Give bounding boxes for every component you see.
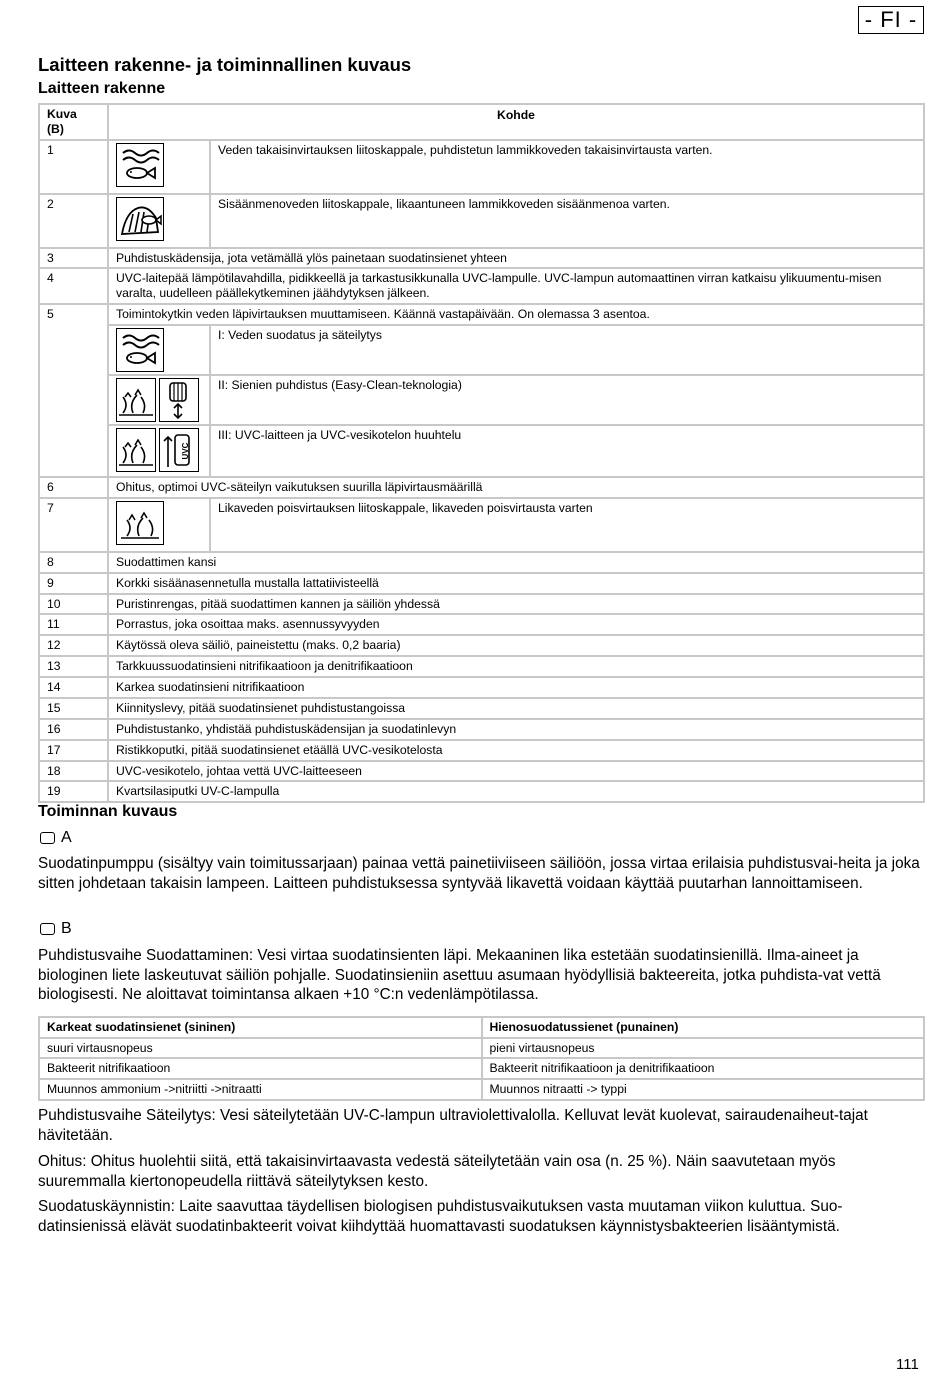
fish-waves-icon <box>116 143 164 187</box>
cell: Muunnos ammonium ->nitriitti ->nitraatti <box>39 1079 482 1100</box>
figure-label: B <box>61 920 72 937</box>
figure-box-icon <box>40 832 55 844</box>
table-row <box>39 573 924 594</box>
row-text: Korkki sisäänasennetulla mustalla lattatiivisteellä <box>108 573 924 594</box>
row-number: 4 <box>39 268 108 304</box>
figure-ref-b <box>40 920 72 938</box>
row-text: Veden takaisinvirtauksen liitoskappale, puhdistetun lammikkoveden takaisinvirtausta varten. <box>210 140 924 194</box>
row-text: Porrastus, joka osoittaa maks. asennussyvyyden <box>108 614 924 635</box>
row-number: 13 <box>39 656 108 677</box>
switch-position-label: III: UVC-laitteen ja UVC-vesikotelon huuhtelu <box>218 428 462 442</box>
table-row <box>39 498 924 552</box>
table-row <box>39 635 924 656</box>
language-badge: - FI - <box>858 6 924 34</box>
cell: Bakteerit nitrifikaatioon ja denitrifikaatioon <box>482 1058 925 1079</box>
table-row <box>39 614 924 635</box>
cell: Muunnos nitraatti -> typpi <box>482 1079 925 1100</box>
figure-label: A <box>61 829 72 846</box>
row-number: 15 <box>39 698 108 719</box>
row-number: 16 <box>39 719 108 740</box>
switch-position-row <box>109 376 923 426</box>
table-row <box>39 477 924 498</box>
table-row <box>39 268 924 304</box>
table-row <box>39 194 924 248</box>
row-number: 8 <box>39 552 108 573</box>
table-row <box>39 740 924 761</box>
row-text: UVC-vesikotelo, johtaa vettä UVC-laitteeseen <box>108 761 924 782</box>
header-item: Kohde <box>108 104 924 140</box>
row-number: 11 <box>39 614 108 635</box>
table-row <box>39 761 924 782</box>
figure-box-icon <box>40 923 55 935</box>
filter-comparison-table <box>38 1016 925 1101</box>
row-number: 17 <box>39 740 108 761</box>
row-icon-cell <box>108 498 210 552</box>
parts-table <box>38 103 925 803</box>
row-text: Puhdistustanko, yhdistää puhdistuskädensijan ja suodatinlevyn <box>108 719 924 740</box>
table-header-row <box>39 104 924 140</box>
paragraph-b: Puhdistusvaihe Suodattaminen: Vesi virtaa suodatinsienten läpi. Mekaaninen lika estetään suodatinsienillä. Ilma-aineet ja biologinen liete laskeutuvat säiliön pohjalle. Suodatinsieniin asettuu asumaan hyödyllisiä bakteereita, jotka puhdista-vat vettä biologisesti. Ne aloittavat toimintansa alkaen +10 °C:n vedenlämpötilassa. <box>38 947 881 1004</box>
row-number: 10 <box>39 594 108 615</box>
row-icon-cell <box>109 326 211 374</box>
header-figure: Kuva (B) <box>39 104 108 140</box>
fish-waves-icon <box>116 328 164 372</box>
row-icon-cell <box>108 140 210 194</box>
row-text: Toimintokytkin veden läpivirtauksen muuttamiseen. Käännä vastapäivään. On olemassa 3 asentoa. <box>109 305 923 326</box>
paragraph-e: Suodatuskäynnistin: Laite saavuttaa täydellisen biologisen puhdistusvaikutuksen vasta muutaman viikon kuluttua. Suo-datinsienissä elävät suodatinbakteerit voivat kiihdyttää huomattavasti suodatuksen käynnistysbakteerien lisääntymistä. <box>38 1198 843 1235</box>
table-row <box>39 140 924 194</box>
header-fine: Hienosuodatussienet (punainen) <box>482 1017 925 1038</box>
switch-position-label: II: Sienien puhdistus (Easy-Clean-teknologia) <box>218 378 462 392</box>
row-number: 19 <box>39 781 108 802</box>
plants-icon <box>116 378 156 422</box>
table-row <box>39 304 924 477</box>
table-row <box>39 1038 924 1059</box>
row-text: Puhdistuskädensija, jota vetämällä ylös painetaan suodatinsienet yhteen <box>108 248 924 269</box>
row-number: 12 <box>39 635 108 656</box>
page-number: 111 <box>896 1356 919 1373</box>
table-row <box>39 719 924 740</box>
dirty-water-fish-icon <box>116 197 164 241</box>
table-header-row <box>39 1017 924 1038</box>
cell: Bakteerit nitrifikaatioon <box>39 1058 482 1079</box>
row-text: Likaveden poisvirtauksen liitoskappale, likaveden poisvirtausta varten <box>210 498 924 552</box>
table-row <box>39 1079 924 1100</box>
row-icon-cell <box>109 376 211 424</box>
row-icon-cell <box>108 194 210 248</box>
uvc-flush-icon <box>159 428 199 472</box>
row-number: 3 <box>39 248 108 269</box>
row-number: 1 <box>39 140 108 194</box>
row-text: Kvartsilasiputki UV-C-lampulla <box>108 781 924 802</box>
easy-clean-icon <box>159 378 199 422</box>
row-text: Kiinnityslevy, pitää suodatinsienet puhdistustangoissa <box>108 698 924 719</box>
row-text: UVC-laitepää lämpötilavahdilla, pidikkeellä ja tarkastusikkunalla UVC-lampulle. UVC-lampun automaattinen virran katkaisu ylikuumentu-misen varalta, uudelleen päällekytkeminen jäähdytyksen jälkeen. <box>108 268 924 304</box>
row-text: Suodattimen kansi <box>108 552 924 573</box>
table-row <box>39 677 924 698</box>
table-row <box>39 552 924 573</box>
row-text: Ohitus, optimoi UVC-säteilyn vaikutuksen suurilla läpivirtausmäärillä <box>108 477 924 498</box>
row-icon-cell <box>109 426 211 476</box>
row-number: 5 <box>39 304 108 477</box>
cell: pieni virtausnopeus <box>482 1038 925 1059</box>
table-row <box>39 594 924 615</box>
switch-positions-cell <box>108 304 924 477</box>
table-row <box>39 248 924 269</box>
paragraph-a: Suodatinpumppu (sisältyy vain toimitussarjaan) painaa vettä painetiiviiseen säiliöön, jossa virtaa erilaisia puhdistusvai-heita ja joka sitten johdetaan takaisin lampeen. Laitteen puhdistuksessa syntyvää likavettä voidaan käyttää puutarhan lannoittamiseen. <box>38 855 920 892</box>
table-row <box>39 1058 924 1079</box>
paragraph-c: Puhdistusvaihe Säteilytys: Vesi säteilytetään UV-C-lampun ultraviolettivalolla. Kelluvat levät kuolevat, sairaudenaiheut-tajat hävitetään. <box>38 1107 868 1144</box>
row-text: Karkea suodatinsieni nitrifikaatioon <box>108 677 924 698</box>
row-text: Ristikkoputki, pitää suodatinsienet etäällä UVC-vesikotelosta <box>108 740 924 761</box>
section-subtitle: Laitteen rakenne <box>38 80 166 97</box>
row-text: Käytössä oleva säiliö, paineistettu (maks. 0,2 baaria) <box>108 635 924 656</box>
table-row <box>39 781 924 802</box>
paragraph-d: Ohitus: Ohitus huolehtii siitä, että takaisinvirtaavasta vedestä säteilytetään vain osa (n. 25 %). Näin saavutetaan myös suuremmalla kiertonopeudella riittävä säteilytyksen kesto. <box>38 1153 836 1190</box>
row-text: Sisäänmenoveden liitoskappale, likaantuneen lammikkoveden sisäänmenoa varten. <box>210 194 924 248</box>
row-number: 7 <box>39 498 108 552</box>
switch-position-row <box>109 326 923 376</box>
figure-ref-a <box>40 829 72 847</box>
page-title: Laitteen rakenne- ja toiminnallinen kuvaus <box>38 54 412 75</box>
switch-position-label: I: Veden suodatus ja säteilytys <box>218 328 382 342</box>
row-number: 18 <box>39 761 108 782</box>
function-title: Toiminnan kuvaus <box>38 803 178 820</box>
row-number: 6 <box>39 477 108 498</box>
plants-icon <box>116 428 156 472</box>
cell: suuri virtausnopeus <box>39 1038 482 1059</box>
header-coarse: Karkeat suodatinsienet (sininen) <box>39 1017 482 1038</box>
row-number: 14 <box>39 677 108 698</box>
table-row <box>39 698 924 719</box>
plants-outlet-icon <box>116 501 164 545</box>
row-text: Tarkkuussuodatinsieni nitrifikaatioon ja denitrifikaatioon <box>108 656 924 677</box>
row-number: 2 <box>39 194 108 248</box>
table-row <box>39 656 924 677</box>
switch-position-row <box>109 426 923 476</box>
row-text: Puristinrengas, pitää suodattimen kannen ja säiliön yhdessä <box>108 594 924 615</box>
row-number: 9 <box>39 573 108 594</box>
svg-text:UVC: UVC <box>181 442 191 460</box>
